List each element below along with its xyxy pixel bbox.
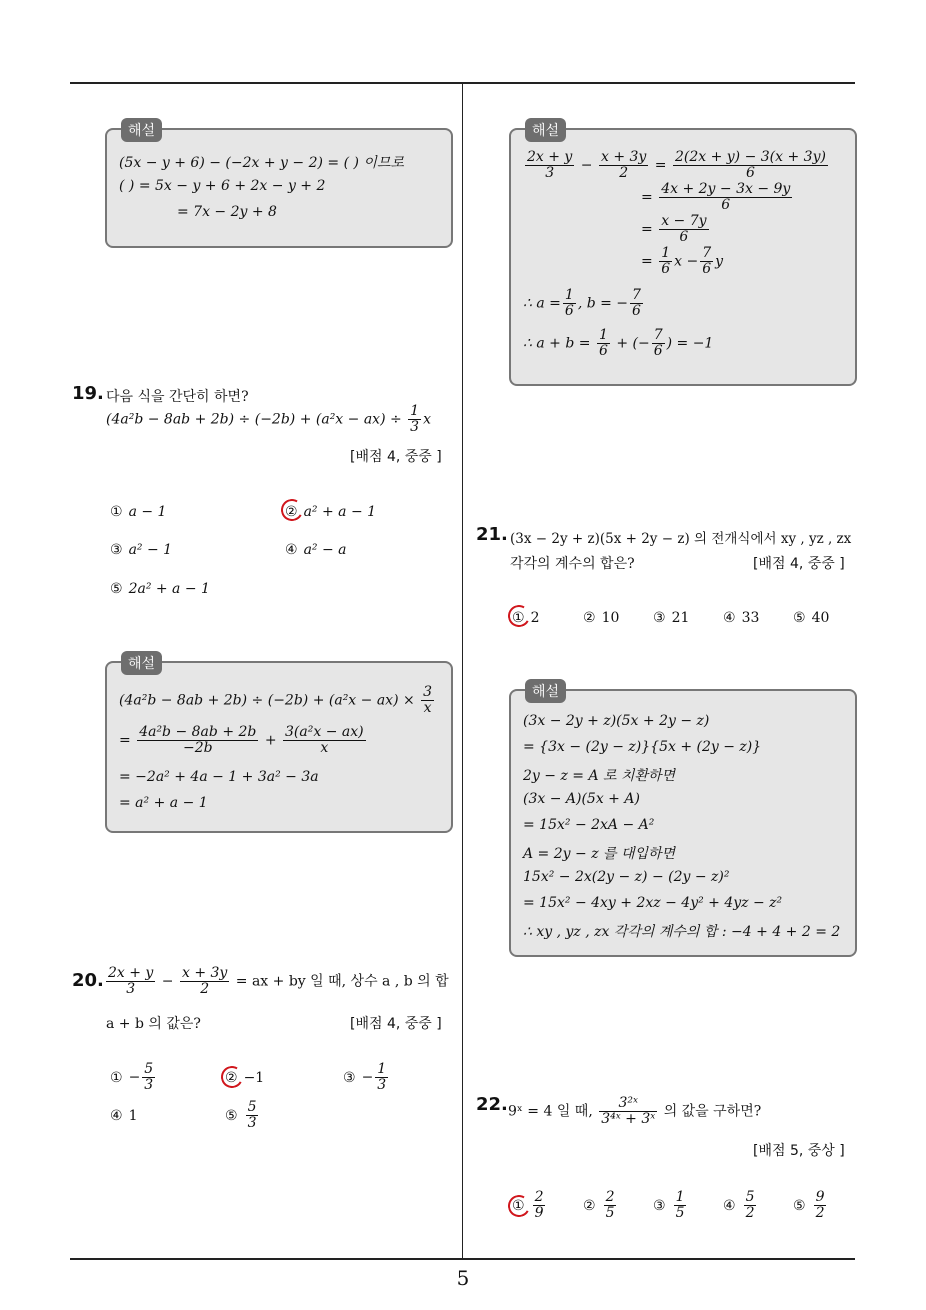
choice-2[interactable]: ② 10	[583, 610, 620, 626]
column-divider	[462, 83, 463, 1259]
solution-line: ∴ xy , yz , zx 각각의 계수의 합 : −4 + 4 + 2 = 2	[523, 924, 841, 940]
solution-line: = a² + a − 1	[119, 795, 208, 811]
solution-tag: 해설	[525, 118, 566, 142]
solution-line: 15x² − 2x(2y − z) − (2y − z)²	[523, 869, 730, 885]
question-text-line2: a + b 의 값은?	[106, 1016, 201, 1032]
choice-2[interactable]: ② $\frac{2}{5}$	[583, 1189, 615, 1221]
choice-2[interactable]: ② −1	[225, 1070, 265, 1086]
solution-line: = {3x − (2y − z)}{5x + (2y − z)}	[523, 739, 762, 755]
choice-3[interactable]: ③ 21	[653, 610, 690, 626]
score-label: [배점 4, 중중 ]	[350, 1016, 442, 1032]
choice-4[interactable]: ④ 33	[723, 610, 760, 626]
page-number: 5	[456, 1266, 470, 1290]
solution-line: = 7x − 2y + 8	[177, 204, 277, 220]
solution-line: ∴ a + b = $\frac{1}{6}$ + (− $\frac{7}{6}$ ) = −1	[523, 327, 714, 359]
solution-line: = −2a² + 4a − 1 + 3a² − 3a	[119, 769, 319, 785]
solution-line: = $\frac{1}{6}$ x − $\frac{7}{6}$ y	[641, 245, 724, 277]
question-text: $\frac{2x + y}{3}$ − $\frac{x + 3y}{2}$ = ax + by 일 때, 상수 a , b 의 합	[108, 965, 449, 997]
choice-3[interactable]: ③ a² − 1	[110, 542, 173, 558]
choice-2[interactable]: ② a² + a − 1	[285, 504, 377, 520]
question-text: 다음 식을 간단히 하면?	[106, 389, 249, 405]
expression-tail: x	[423, 411, 431, 428]
choice-5[interactable]: ⑤ 40	[793, 610, 830, 626]
score-label: [배점 4, 중중 ]	[753, 556, 845, 572]
solution-line: ( ) = 5x − y + 6 + 2x − y + 2	[119, 178, 326, 194]
choice-1[interactable]: ① a − 1	[110, 504, 167, 520]
expression-text: (4a²b − 8ab + 2b) ÷ (−2b) + (a²x − ax) ÷	[106, 411, 402, 428]
bottom-rule	[70, 1258, 855, 1260]
question-number: 22.	[476, 1094, 508, 1115]
choice-4[interactable]: ④ a² − a	[285, 542, 347, 558]
solution-line: (3x − A)(5x + A)	[523, 791, 640, 807]
choice-5[interactable]: ⑤ 2a² + a − 1	[110, 581, 210, 597]
solution-line: $\frac{2x + y}{3}$ − $\frac{x + 3y}{2}$ = $\frac{2(2x + y) - 3(x + 3y)}{6}$	[527, 149, 826, 181]
question-number: 19.	[72, 383, 104, 404]
solution-box-18	[105, 123, 453, 248]
question-text: 9ˣ = 4 일 때, $\frac{\text{3²ˣ}}{\text{3⁴ˣ + 3ˣ}}$ 의 값을 구하면?	[508, 1095, 762, 1127]
question-text: (3x − 2y + z)(5x + 2y − z) 의 전개식에서 xy , yz , zx	[510, 531, 852, 547]
question-expression	[106, 404, 431, 435]
question-number: 20.	[72, 970, 104, 991]
choice-5[interactable]: ⑤ $\frac{9}{2}$	[793, 1189, 825, 1221]
question-number: 21.	[476, 524, 508, 545]
choice-3[interactable]: ③ $\frac{1}{5}$	[653, 1189, 685, 1221]
solution-box-20	[509, 123, 857, 386]
solution-line: = $\frac{4x + 2y - 3x - 9y}{6}$	[641, 181, 791, 213]
solution-box-19	[105, 656, 453, 833]
solution-tag: 해설	[121, 651, 162, 675]
solution-line: 2y − z = A 로 치환하면	[523, 768, 676, 784]
solution-line: (5x − y + 6) − (−2x + y − 2) = ( ) 이므로	[119, 155, 404, 171]
solution-line: = $\frac{x - 7y}{6}$	[641, 213, 707, 245]
score-label: [배점 4, 중중 ]	[350, 449, 442, 465]
choice-4[interactable]: ④ 1	[110, 1108, 138, 1124]
solution-line: = 15x² − 2xA − A²	[523, 817, 655, 833]
solution-line: (4a²b − 8ab + 2b) ÷ (−2b) + (a²x − ax) × $\frac{3}{x}$	[119, 684, 433, 716]
solution-tag: 해설	[525, 679, 566, 703]
choice-1[interactable]: ① $\frac{2}{9}$	[512, 1189, 544, 1221]
solution-line: (3x − 2y + z)(5x + 2y − z)	[523, 713, 710, 729]
solution-tag: 해설	[121, 118, 162, 142]
choice-5[interactable]: ⑤ $\frac{5}{3}$	[225, 1099, 257, 1131]
answer-mark	[219, 1064, 246, 1091]
choice-4[interactable]: ④ $\frac{5}{2}$	[723, 1189, 755, 1221]
solution-box-21	[509, 684, 857, 957]
solution-line: = 15x² − 4xy + 2xz − 4y² + 4yz − z²	[523, 895, 783, 911]
question-text-line2: 각각의 계수의 합은?	[510, 556, 635, 572]
choice-1[interactable]: ① 2	[512, 610, 540, 626]
choice-1[interactable]: ① − $\frac{5}{3}$	[110, 1061, 154, 1093]
solution-line: ∴ a = $\frac{1}{6}$ , b = − $\frac{7}{6}$	[523, 287, 641, 319]
choice-3[interactable]: ③ − $\frac{1}{3}$	[343, 1061, 387, 1093]
score-label: [배점 5, 중상 ]	[753, 1143, 845, 1159]
solution-line: = $\frac{\text{4a²b − 8ab + 2b}}{-2b}$ + $\frac{\text{3(a²x − ax)}}{x}$	[119, 724, 364, 756]
solution-line: A = 2y − z 를 대입하면	[523, 846, 676, 862]
fraction: $\frac{1}{3}$	[410, 403, 420, 435]
